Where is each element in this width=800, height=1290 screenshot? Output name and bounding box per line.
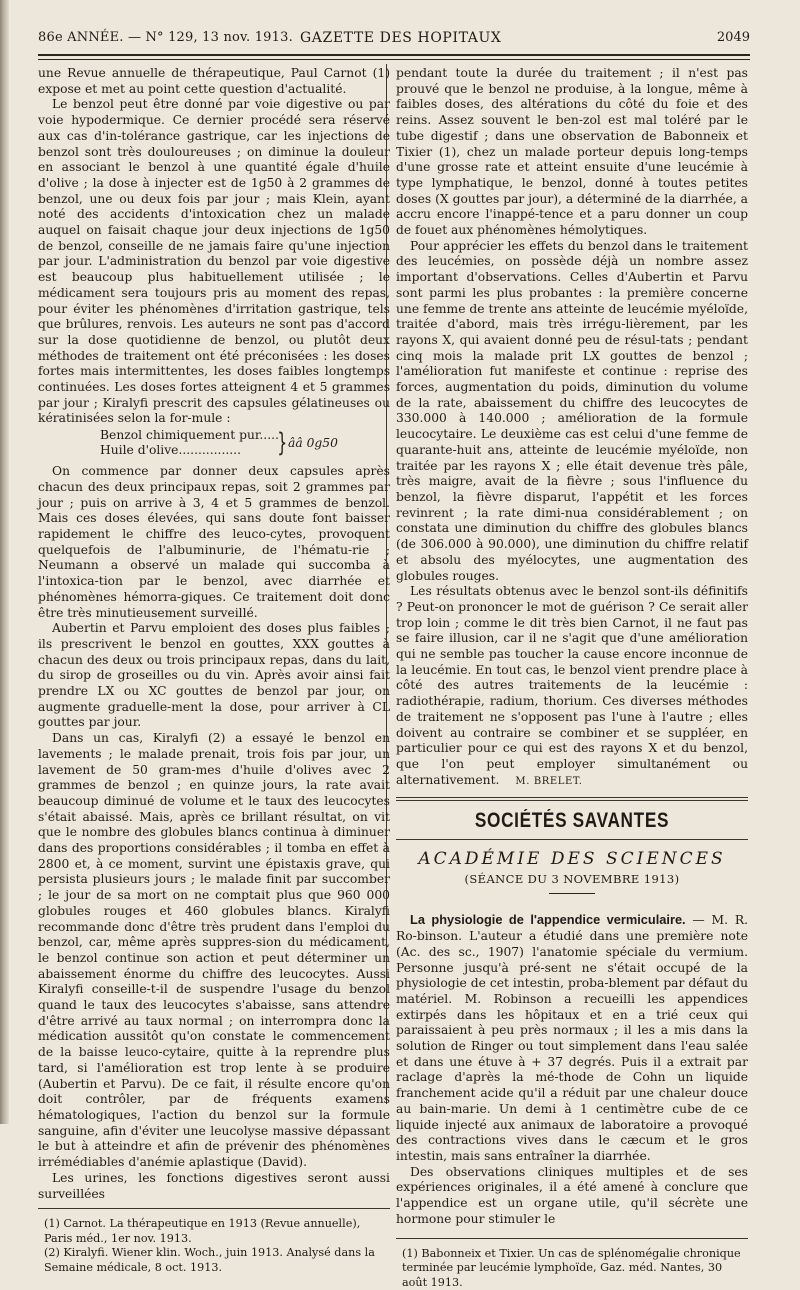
page-binding-edge: [0, 0, 9, 1124]
paragraph: une Revue annuelle de thérapeutique, Paul Carnot (1) expose et met au point cette question d'actualité.: [38, 66, 390, 96]
short-divider: [549, 893, 595, 894]
paragraph: Pour apprécier les effets du benzol dans le traitement des leucémies, on possède déjà un nombre assez important d'observations. Celles d'Aubertin et Parvu sont parmi les plus probantes : la première concerne une femme de trente ans atteinte de leucémie myéloïde, traitée d'abord, mais très irrégu-lièrement, par les rayons X, qui avaient donné peu de résul-tats ; pendant cinq mois la malade prit LX gouttes de benzol ; l'amélioration fut manifeste et continue : reprise des forces, augmentation du poids, diminution du volume de la rate, abaissement du chiffre des leucocytes de 330.000 à 140.000 ; amélioration de la formule leucocytaire. Le deuxième cas est celui d'une femme de quarante-huit ans, atteinte de leucémie myéloïde, non traitée par les rayons X ; elle était devenue très pâle, très maigre, avait de la fièvre ; sous l'influence du benzol, la fièvre disparut, l'appétit et les forces revinrent ; la rate dimi-nua considérablement ; on constata une diminution du chiffre des globules blancs (de 306.000 à 90.000), une diminution du chiffre relatif et absolu des myélocytes, une augmentation des globules rouges.: [396, 238, 748, 583]
article-paragraph: [396, 912, 748, 1164]
author-signature: M. BRELET.: [515, 775, 583, 787]
section-title: SOCIÉTÉS SAVANTES: [474, 809, 670, 833]
footnotes-left: [38, 1217, 390, 1275]
paragraph: Aubertin et Parvu emploient des doses plus faibles ; ils prescrivent le benzol en gouttes, XXX gouttes à chacun des deux ou trois principaux repas, dans du lait, du sirop de groseilles ou du vin. Après avoir ainsi fait prendre LX ou XC gouttes de benzol par jour, on augmente graduelle-ment la dose, pour arriver à CL gouttes par jour.: [38, 621, 390, 730]
paragraph: Le benzol peut être donné par voie digestive ou par voie hypodermique. Ce dernier procédé sera réservé aux cas d'in-tolérance gastrique, car les injections de benzol sont très douloureuses ; on diminue la douleur en associant le benzol à une quantité égale d'huile d'olive ; la dose à injecter est de 1g50 à 2 grammes de benzol, une ou deux fois par jour ; mais Klein, ayant noté des accidents d'intoxication chez un malade auquel on faisait chaque jour deux injections de 1g50 de benzol, conseille de ne jamais faire qu'une injection par jour. L'administration du benzol par voie digestive est beaucoup plus habituellement utilisée ; le médicament sera toujours pris au moment des repas, pour éviter les phénomènes d'irritation gastrique, tels que brûlures, renvois. Les auteurs ne sont pas d'accord sur la dose quotidienne de benzol, ou plutôt deux méthodes de traitement ont été préconisées : les doses fortes mais intermittentes, les doses faibles longtemps continuées. Les doses fortes atteignent 4 et 5 grammes par jour ; Kiralyfi prescrit des capsules gélatineuses ou kératinisées selon la for-mule :: [38, 97, 390, 426]
paragraph: On commence par donner deux capsules après chacun des deux principaux repas, soit 2 grammes par jour ; puis on arrive à 3, 4 et 5 grammes de benzol. Mais ces doses élevées, qui sans doute font baisser rapidement le chiffre des leuco-cytes, provoquent quelquefois de l'albuminurie, de l'hématu-rie ; Neumann a observé un malade qui succomba à l'intoxica-tion par le benzol, avec diarrhée et phénomènes hémorra-giques. Ce traitement doit donc être très minutieusement surveillé.: [38, 464, 390, 620]
header-rule-thin: [38, 59, 750, 60]
article-body: — M. R. Ro-binson. L'auteur a étudié dans une première note (Ac. des sc., 1907) l'anatomie spéciale du vermium. Personne jusqu'à pré-sent ne s'était occupé de la physiologie de cet intestin, proba-blement par défaut du matériel. M. Robinson a recueilli les appendices extirpés dans les hôpitaux et en a trié ceux qui paraissaient à peu près normaux ; il les a mis dans la solution de Ringer ou tout simplement dans l'eau salée et dans une étuve à + 37 degrés. Puis il a extrait par raclage d'après la mé-thode de Cohn un liquide franchement acide qu'il a réduit par une chaleur douce au bain-marie. Un demi à 1 centimètre cube de ce liquide injecté aux animaux de laboratoire a provoqué des contractions vives dans le cæcum et le gros intestin, mais sans entraîner la diarrhée.: [396, 913, 748, 1163]
running-header: [38, 30, 750, 52]
section-rule-top-2: [396, 800, 748, 801]
formula-line-benzol: Benzol chimiquement pur.....: [100, 428, 279, 443]
header-rule-thick: [38, 54, 750, 56]
article-title: La physiologie de l'appendice vermiculaire.: [410, 912, 686, 928]
footnote-1: (1) Carnot. La thérapeutique en 1913 (Revue annuelle), Paris méd., 1er nov. 1913.: [44, 1217, 361, 1245]
paragraph: [396, 584, 748, 789]
footnotes-right: [396, 1247, 748, 1290]
academy-heading: ACADÉMIE DES SCIENCES: [418, 849, 726, 870]
paragraph: Les urines, les fonctions digestives seront aussi surveillées: [38, 1170, 390, 1201]
session-date: (SÉANCE DU 3 NOVEMBRE 1913): [464, 871, 680, 886]
header-journal-title: GAZETTE DES HOPITAUX: [300, 30, 502, 46]
paragraph-text: Les résultats obtenus avec le benzol sont-ils définitifs ? Peut-on prononcer le mot de guérison ? Ce serait aller trop loin ; comme le dit très bien Carnot, il ne faut pas se faire illusion, car il ne s'agit que d'une amélioration qui ne semble pas toucher la cause encore inconnue de la leucémie. En tout cas, le benzol vient prendre place à côté des autres traitements de la leucémie : radiothérapie, radium, thorium. Ces diverses méthodes de traitement ne s'opposent pas l'une à l'autre ; elles doivent au contraire se combiner et se suppléer, en particulier pour ce qui est des rayons X et du benzol, que l'on peut employer simultanément ou alternativement.: [396, 584, 748, 787]
formula-dose: ââ 0g50: [288, 436, 338, 451]
header-issue: 86e ANNÉE. — N° 129, 13 nov. 1913.: [38, 30, 293, 45]
prescription-formula: [38, 428, 390, 460]
section-rule-top: [396, 797, 748, 798]
formula-line-huile: Huile d'olive................: [100, 443, 241, 458]
article-paragraph: Des observations cliniques multiples et de ses expériences originales, il a été amené à conclure que l'appendice est un organe utile, qu'il sécrète une hormone pour stimuler le: [396, 1164, 748, 1226]
paragraph: pendant toute la durée du traitement ; il n'est pas prouvé que le benzol ne produise, à la longue, même à faibles doses, des altérations du côté du foie et des reins. Assez souvent le ben-zol est mal toléré par le tube digestif ; dans une observation de Babonneix et Tixier (1), chez un malade porteur depuis long-temps d'une grosse rate et atteint ensuite d'une leucémie à type lymphatique, le benzol, donné à toutes petites doses (X gouttes par jour), a déterminé de la diarrhée, a accru encore l'inappé-tence et a paru donner un coup de fouet aux phénomènes hémolytiques.: [396, 66, 748, 238]
footnote-1: (1) Babonneix et Tixier. Un cas de splénomégalie chronique terminée par leucémie lymphoïde, Gaz. méd. Nantes, 30 août 1913.: [402, 1246, 741, 1289]
footnote-rule: [396, 1238, 748, 1239]
section-rule-bottom: [396, 839, 748, 840]
left-column: [38, 66, 390, 1275]
footnote-rule: [38, 1208, 390, 1209]
formula-brace: }: [277, 428, 288, 459]
paragraph: Dans un cas, Kiralyfi (2) a essayé le benzol en lavements ; le malade prenait, trois fois par jour, un lavement de 50 gram-mes d'huile d'olives avec 2 grammes de benzol ; en quinze jours, la rate avait beaucoup diminué de volume et le taux des leucocytes s'était abaissé. Mais, après ce brillant résultat, on vit que le nombre des globules blancs continua à diminuer dans des proportions considérables ; il tomba en effet à 2800 et, à ce moment, survint une épistaxis grave, qui persista plusieurs jours ; le malade finit par succomber ; le jour de sa mort on ne comptait plus que 960 000 globules rouges et 460 globules blancs. Kiralyfi recommande donc d'être très prudent dans l'emploi du benzol, car, même après suppres-sion du médicament, le benzol continue son action et peut déterminer un abaissement énorme du chiffre des leucocytes. Aussi Kiralyfi conseille-t-il de suspendre l'usage du benzol quand le taux des leucocytes s'abaisse, sans attendre d'être arrivé au taux normal ; on interrompra donc la médication aussitôt qu'on constate le commencement de la baisse leuco-cytaire, quitte à la reprendre plus tard, si l'amélioration est trop lente à se produire (Aubertin et Parvu). De ce fait, il résulte encore qu'on doit contrôler, par de fréquents examens hématologiques, l'action du benzol sur la formule sanguine, afin d'éviter une leucolyse massive dépassant le but à atteindre et afin de prévenir des phénomènes irrémédiables d'anémie aplastique (David).: [38, 731, 390, 1170]
right-column: [396, 66, 748, 1290]
footnote-2: (2) Kiralyfi. Wiener klin. Woch., juin 1913. Analysé dans la Semaine médicale, 8 oct. 1913.: [44, 1246, 375, 1274]
header-page-number: 2049: [716, 30, 750, 45]
